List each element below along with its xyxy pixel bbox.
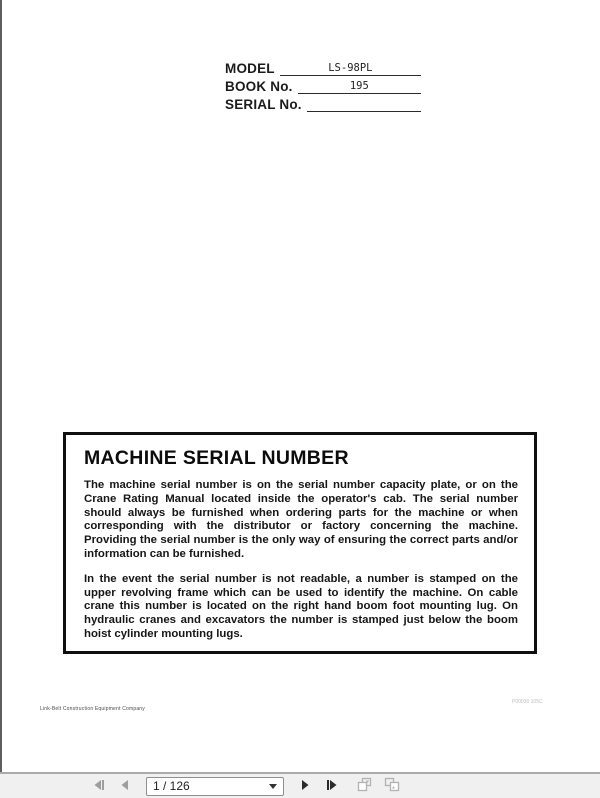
book-no-row bbox=[225, 77, 421, 94]
serial-no-row bbox=[225, 95, 421, 112]
book-no-label: BOOK No. bbox=[225, 79, 293, 94]
next-page-button[interactable] bbox=[295, 776, 315, 796]
first-page-button[interactable] bbox=[88, 776, 108, 796]
fit-width-button[interactable] bbox=[382, 776, 402, 796]
page-number-box[interactable] bbox=[146, 777, 284, 796]
previous-page-icon bbox=[119, 779, 131, 794]
form-number-footer-text: P00030 105C bbox=[512, 699, 543, 705]
page-number-input[interactable] bbox=[153, 779, 267, 793]
model-row bbox=[225, 59, 421, 76]
serial-no-label: SERIAL No. bbox=[225, 97, 302, 112]
serial-box-title: MACHINE SERIAL NUMBER bbox=[84, 447, 349, 469]
machine-serial-number-box bbox=[63, 432, 537, 654]
serial-no-value-line bbox=[307, 98, 421, 112]
pdf-toolbar bbox=[0, 772, 600, 798]
next-page-icon bbox=[299, 779, 311, 794]
dropdown-caret-icon[interactable] bbox=[269, 784, 277, 789]
model-form bbox=[225, 59, 421, 113]
fit-page-button[interactable] bbox=[355, 776, 375, 796]
fit-width-icon bbox=[384, 777, 400, 795]
serial-box-paragraph-1: The machine serial number is on the serial number capacity plate, or on the Crane Rating Manual located inside the operator's cab. The serial number should always be furnished when ordering parts for the machine or when corresponding with the distributor or factory concerning the machine. Providing the serial number is the only way of ensuring the correct parts and/or information can be furnished. bbox=[84, 479, 518, 560]
serial-box-paragraph-2: In the event the serial number is not readable, a number is stamped on the upper revolving frame which can be used to identify the machine. On cable crane this number is located on the right hand boom foot mounting lug. On hydraulic cranes and excavators the number is stamped just below the boom hoist cylinder mounting lugs. bbox=[84, 572, 518, 640]
company-footer-text: Link-Belt Construction Equipment Company bbox=[40, 706, 145, 712]
last-page-icon bbox=[326, 779, 339, 794]
last-page-button[interactable] bbox=[322, 776, 342, 796]
window-left-edge bbox=[0, 0, 2, 772]
model-value-line: LS-98PL bbox=[280, 62, 421, 76]
first-page-icon bbox=[92, 779, 105, 794]
fit-page-icon bbox=[357, 777, 373, 795]
previous-page-button[interactable] bbox=[115, 776, 135, 796]
book-no-value-line: 195 bbox=[298, 80, 421, 94]
model-label: MODEL bbox=[225, 61, 275, 76]
